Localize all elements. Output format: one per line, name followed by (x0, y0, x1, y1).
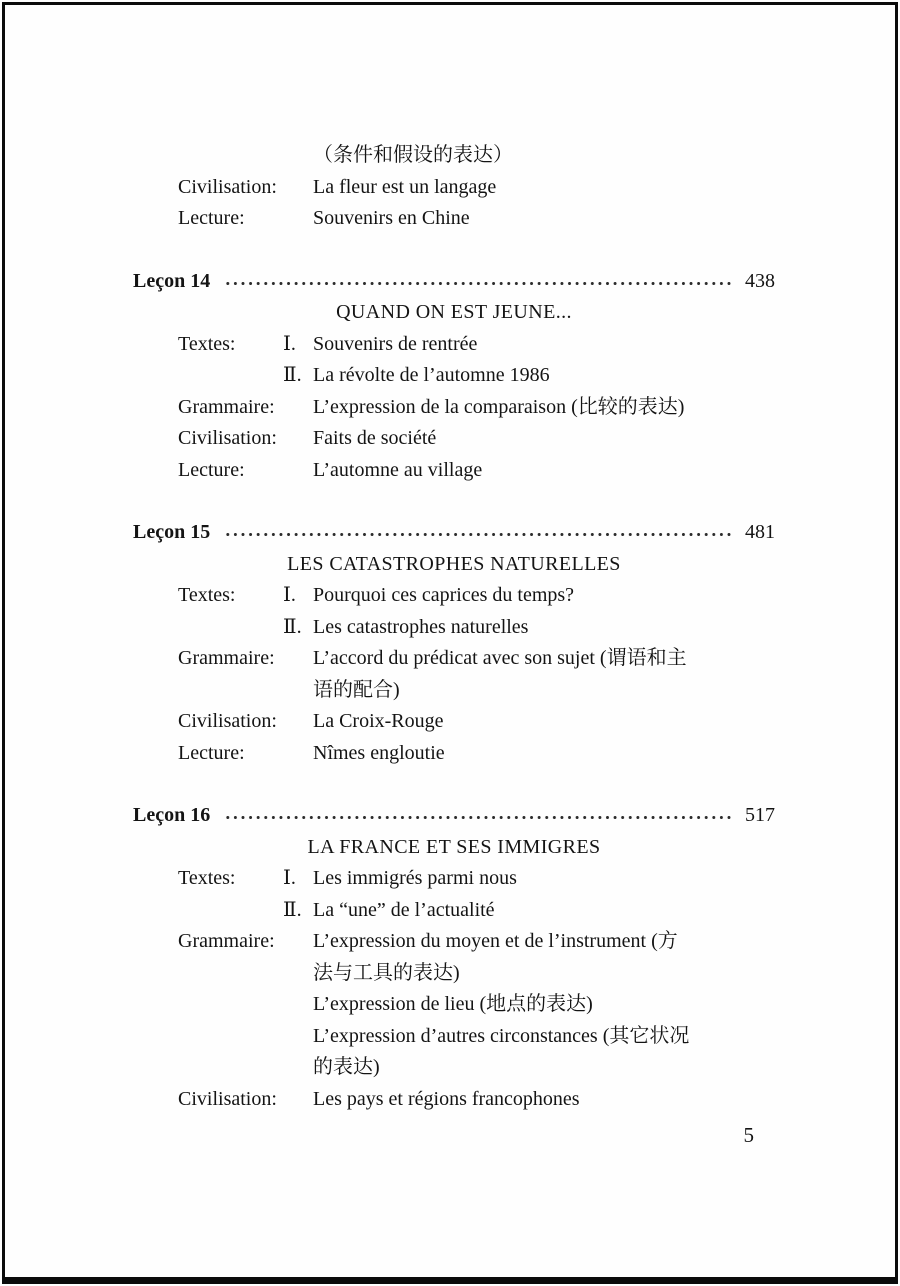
toc-entry (133, 172, 775, 204)
entry-text: L’expression de la comparaison (比较的表达) (313, 395, 685, 418)
entry-label (178, 1021, 313, 1053)
entry-label: Grammaire: (178, 395, 275, 418)
toc-entry (133, 580, 775, 612)
lesson-title (133, 297, 775, 329)
lesson-page-ref: 517 (745, 804, 775, 826)
lesson-label: Leçon 16 (133, 804, 211, 826)
toc-entry (133, 895, 775, 927)
entry-text: L’accord du prédicat avec son sujet (谓语和主 (313, 647, 687, 669)
dotted-leader (224, 279, 733, 288)
entry-label (178, 360, 283, 392)
entry-text: La “une” de l’actualité (313, 898, 495, 921)
lesson-page-ref: 481 (745, 521, 775, 543)
entry-label: Textes: (178, 867, 236, 889)
entry-numeral: Ⅰ. (283, 867, 296, 889)
entry-text: Les pays et régions francophones (313, 1087, 580, 1110)
entry-text: La Croix-Rouge (313, 710, 444, 732)
lesson-row (133, 266, 775, 298)
toc-entry (133, 329, 775, 361)
toc-entry (133, 643, 775, 675)
entry-text: L’expression du moyen et de l’instrument (方 (313, 930, 678, 952)
entry-text: Pourquoi ces caprices du temps? (313, 584, 575, 606)
entry-text: La fleur est un langage (313, 175, 497, 198)
lesson-title-text: LES CATASTROPHES NATURELLES (287, 552, 621, 575)
toc-entry (133, 1084, 775, 1116)
toc-entry (133, 863, 775, 895)
toc-entry (133, 612, 775, 644)
toc-entry (133, 203, 775, 235)
entry-text: La révolte de l’automne 1986 (313, 364, 550, 386)
entry-label (178, 895, 283, 927)
entry-numeral: Ⅱ. (283, 615, 302, 638)
entry-label: Civilisation: (178, 175, 277, 198)
dotted-leader (224, 813, 733, 822)
entry-label (178, 675, 313, 707)
toc-entry (133, 1052, 775, 1084)
entry-label (178, 140, 313, 172)
toc-entry (133, 423, 775, 455)
toc-entry (133, 360, 775, 392)
entry-text: Faits de société (313, 427, 437, 449)
lesson-row (133, 517, 775, 549)
entry-label (178, 1052, 313, 1084)
entry-text: Souvenirs en Chine (313, 207, 470, 229)
entry-text: 法与工具的表达) (313, 961, 460, 984)
toc-entry (133, 989, 775, 1021)
entry-label (178, 612, 283, 644)
toc-entry (133, 675, 775, 707)
toc-entry (133, 706, 775, 738)
entry-text: Les catastrophes naturelles (313, 615, 529, 638)
entry-label: Civilisation: (178, 710, 277, 732)
toc-entry (133, 958, 775, 990)
entry-text: （条件和假设的表达） (313, 144, 513, 166)
entry-numeral: Ⅰ. (283, 332, 296, 355)
entry-numeral: Ⅱ. (283, 364, 302, 386)
entry-label: Lecture: (178, 741, 245, 764)
entry-numeral: Ⅰ. (283, 584, 296, 606)
page-number: 5 (743, 1123, 754, 1147)
entry-label: Textes: (178, 332, 236, 355)
entry-label (178, 958, 313, 990)
toc-entry (133, 392, 775, 424)
entry-label: Lecture: (178, 207, 245, 229)
table-of-contents (133, 140, 775, 1115)
entry-label: Grammaire: (178, 930, 275, 952)
lesson-label: Leçon 15 (133, 521, 211, 543)
entry-text: Souvenirs de rentrée (313, 332, 478, 355)
entry-text: L’expression d’autres circonstances (其它状况 (313, 1024, 690, 1047)
entry-text: 的表达) (313, 1056, 380, 1078)
entry-label: Grammaire: (178, 647, 275, 669)
entry-text: 语的配合) (313, 678, 400, 701)
lesson-title-text: QUAND ON EST JEUNE... (336, 301, 572, 323)
lesson-label: Leçon 14 (133, 269, 211, 292)
entry-label: Textes: (178, 584, 236, 606)
entry-text: Nîmes engloutie (313, 741, 445, 764)
lesson-row (133, 800, 775, 832)
toc-entry (133, 1021, 775, 1053)
entry-label (178, 989, 313, 1021)
toc-entry (133, 140, 775, 172)
lesson-title (133, 549, 775, 581)
entry-text: L’automne au village (313, 458, 483, 481)
dotted-leader (224, 530, 733, 539)
entry-text: L’expression de lieu (地点的表达) (313, 993, 593, 1015)
lesson-title (133, 832, 775, 864)
entry-text: Les immigrés parmi nous (313, 867, 517, 889)
toc-entry (133, 738, 775, 770)
entry-numeral: Ⅱ. (283, 898, 302, 921)
lesson-page-ref: 438 (745, 269, 775, 292)
entry-label: Civilisation: (178, 1087, 277, 1110)
lesson-title-text: LA FRANCE ET SES IMMIGRES (307, 835, 601, 858)
entry-label: Lecture: (178, 458, 245, 481)
entry-label: Civilisation: (178, 427, 277, 449)
toc-entry (133, 926, 775, 958)
toc-entry (133, 455, 775, 487)
